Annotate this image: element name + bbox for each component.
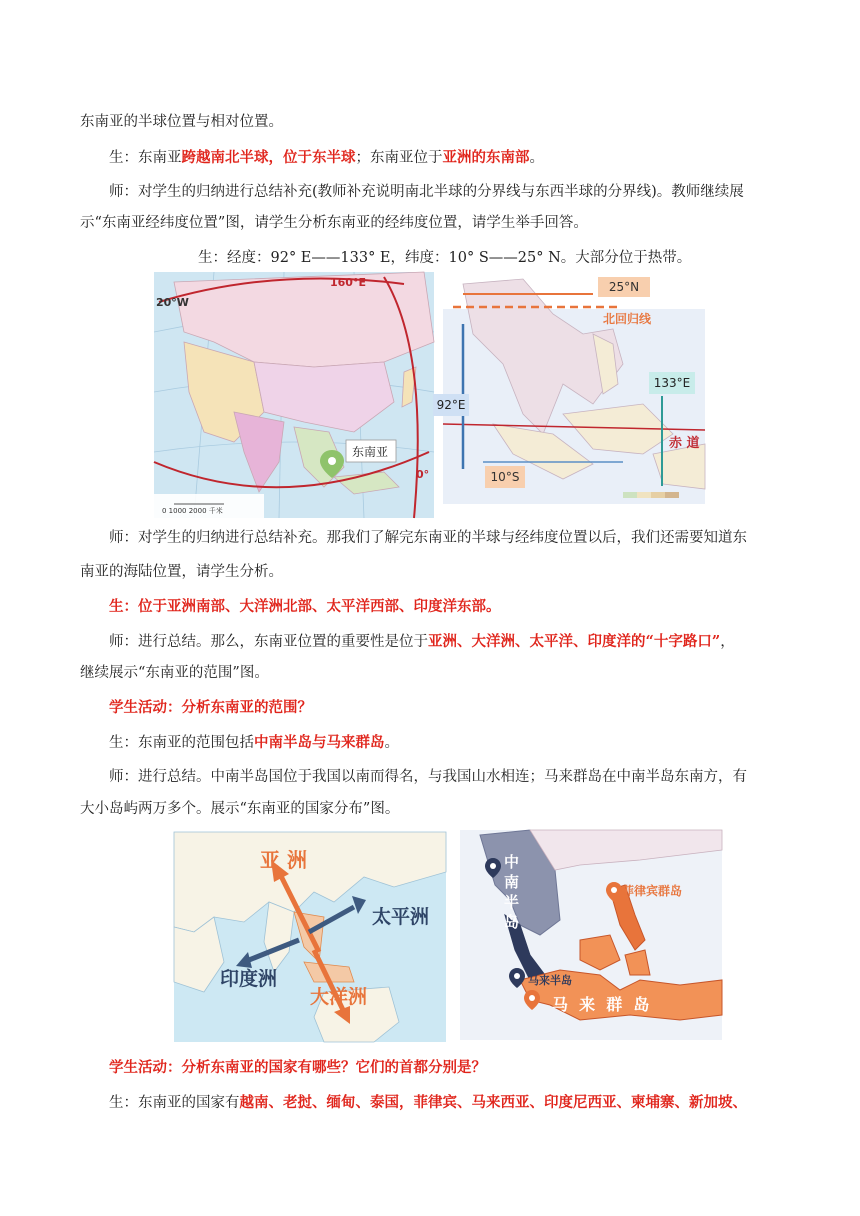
label-133e: 133°E <box>649 372 695 394</box>
label-25n: 25°N <box>598 277 650 297</box>
label-92e: 92°E <box>433 394 469 416</box>
para-3-line-1: 师：对学生的归纳进行总结补充(教师补充说明南北半球的分界线与东西半球的分界线)。教师继续展 <box>109 184 744 200</box>
map1-scale: 0 1000 2000 千米 <box>162 507 223 515</box>
para-1: 东南亚的半球位置与相对位置。 <box>80 114 283 130</box>
label-equator: 赤 道 <box>669 436 700 451</box>
label-malay-peninsula: 马来半岛 <box>528 974 572 987</box>
para-4: 生：经度：92° E——133° E，纬度：10° S——25° N。大部分位于热带。 <box>198 250 692 266</box>
label-tropic-of-cancer: 北回归线 <box>603 312 652 326</box>
map-latitude-longitude <box>436 274 705 518</box>
para-9: 生：东南亚的范围包括中南半岛与马来群岛。 <box>109 734 399 751</box>
label-asia: 亚 洲 <box>260 848 307 872</box>
para-12: 生：东南亚的国家有越南、老挝、缅甸、泰国，菲律宾、马来西亚、印度尼西亚、柬埔寨、新加坡、 <box>109 1094 747 1111</box>
label-20w: 20°W <box>156 296 189 309</box>
label-160e: 160°E <box>330 276 366 289</box>
label-indochina: 中南半岛 <box>504 853 520 931</box>
para-11-activity: 学生活动：分析东南亚的国家有哪些？它们的首都分别是？ <box>109 1059 486 1076</box>
para-10-line-1: 师：进行总结。中南半岛国位于我国以南而得名，与我国山水相连；马来群岛在中南半岛东南方，有 <box>109 769 747 785</box>
para-2: 生：东南亚跨越南北半球，位于东半球；东南亚位于亚洲的东南部。 <box>109 149 544 166</box>
para-3-line-2: 示“东南亚经纬度位置”图，请学生分析东南亚的经纬度位置，请学生举手回答。 <box>80 215 588 231</box>
label-oceania: 大洋洲 <box>310 986 368 1008</box>
para-10-line-2: 大小岛屿两万多个。展示“东南亚的国家分布”图。 <box>80 801 400 817</box>
label-malay-archipelago: 马 来 群 岛 <box>552 995 650 1014</box>
map-asia-location <box>154 272 434 518</box>
label-pacific: 太平洲 <box>372 906 430 928</box>
para-8-activity: 学生活动：分析东南亚的范围？ <box>109 699 312 716</box>
label-10s: 10°S <box>485 466 525 488</box>
map-country-distribution <box>460 830 722 1040</box>
label-southeast-asia: 东南亚 <box>352 445 389 459</box>
label-0-degree: 0° <box>416 468 430 481</box>
para-7-line-1: 师：进行总结。那么，东南亚位置的重要性是位于亚洲、大洋洲、太平洋、印度洋的“十字路口”， <box>109 633 735 650</box>
label-indian: 印度洲 <box>220 968 278 990</box>
para-6: 生：位于亚洲南部、大洋洲北部、太平洋西部、印度洋东部。 <box>109 598 501 615</box>
map-crossroads <box>174 832 446 1042</box>
para-5-line-2: 南亚的海陆位置，请学生分析。 <box>80 564 283 580</box>
para-7-line-2: 继续展示“东南亚的范围”图。 <box>80 665 269 681</box>
para-5-line-1: 师：对学生的归纳进行总结补充。那我们了解完东南亚的半球与经纬度位置以后，我们还需要知道东 <box>109 530 747 546</box>
label-philippines: 菲律宾群岛 <box>622 884 683 898</box>
